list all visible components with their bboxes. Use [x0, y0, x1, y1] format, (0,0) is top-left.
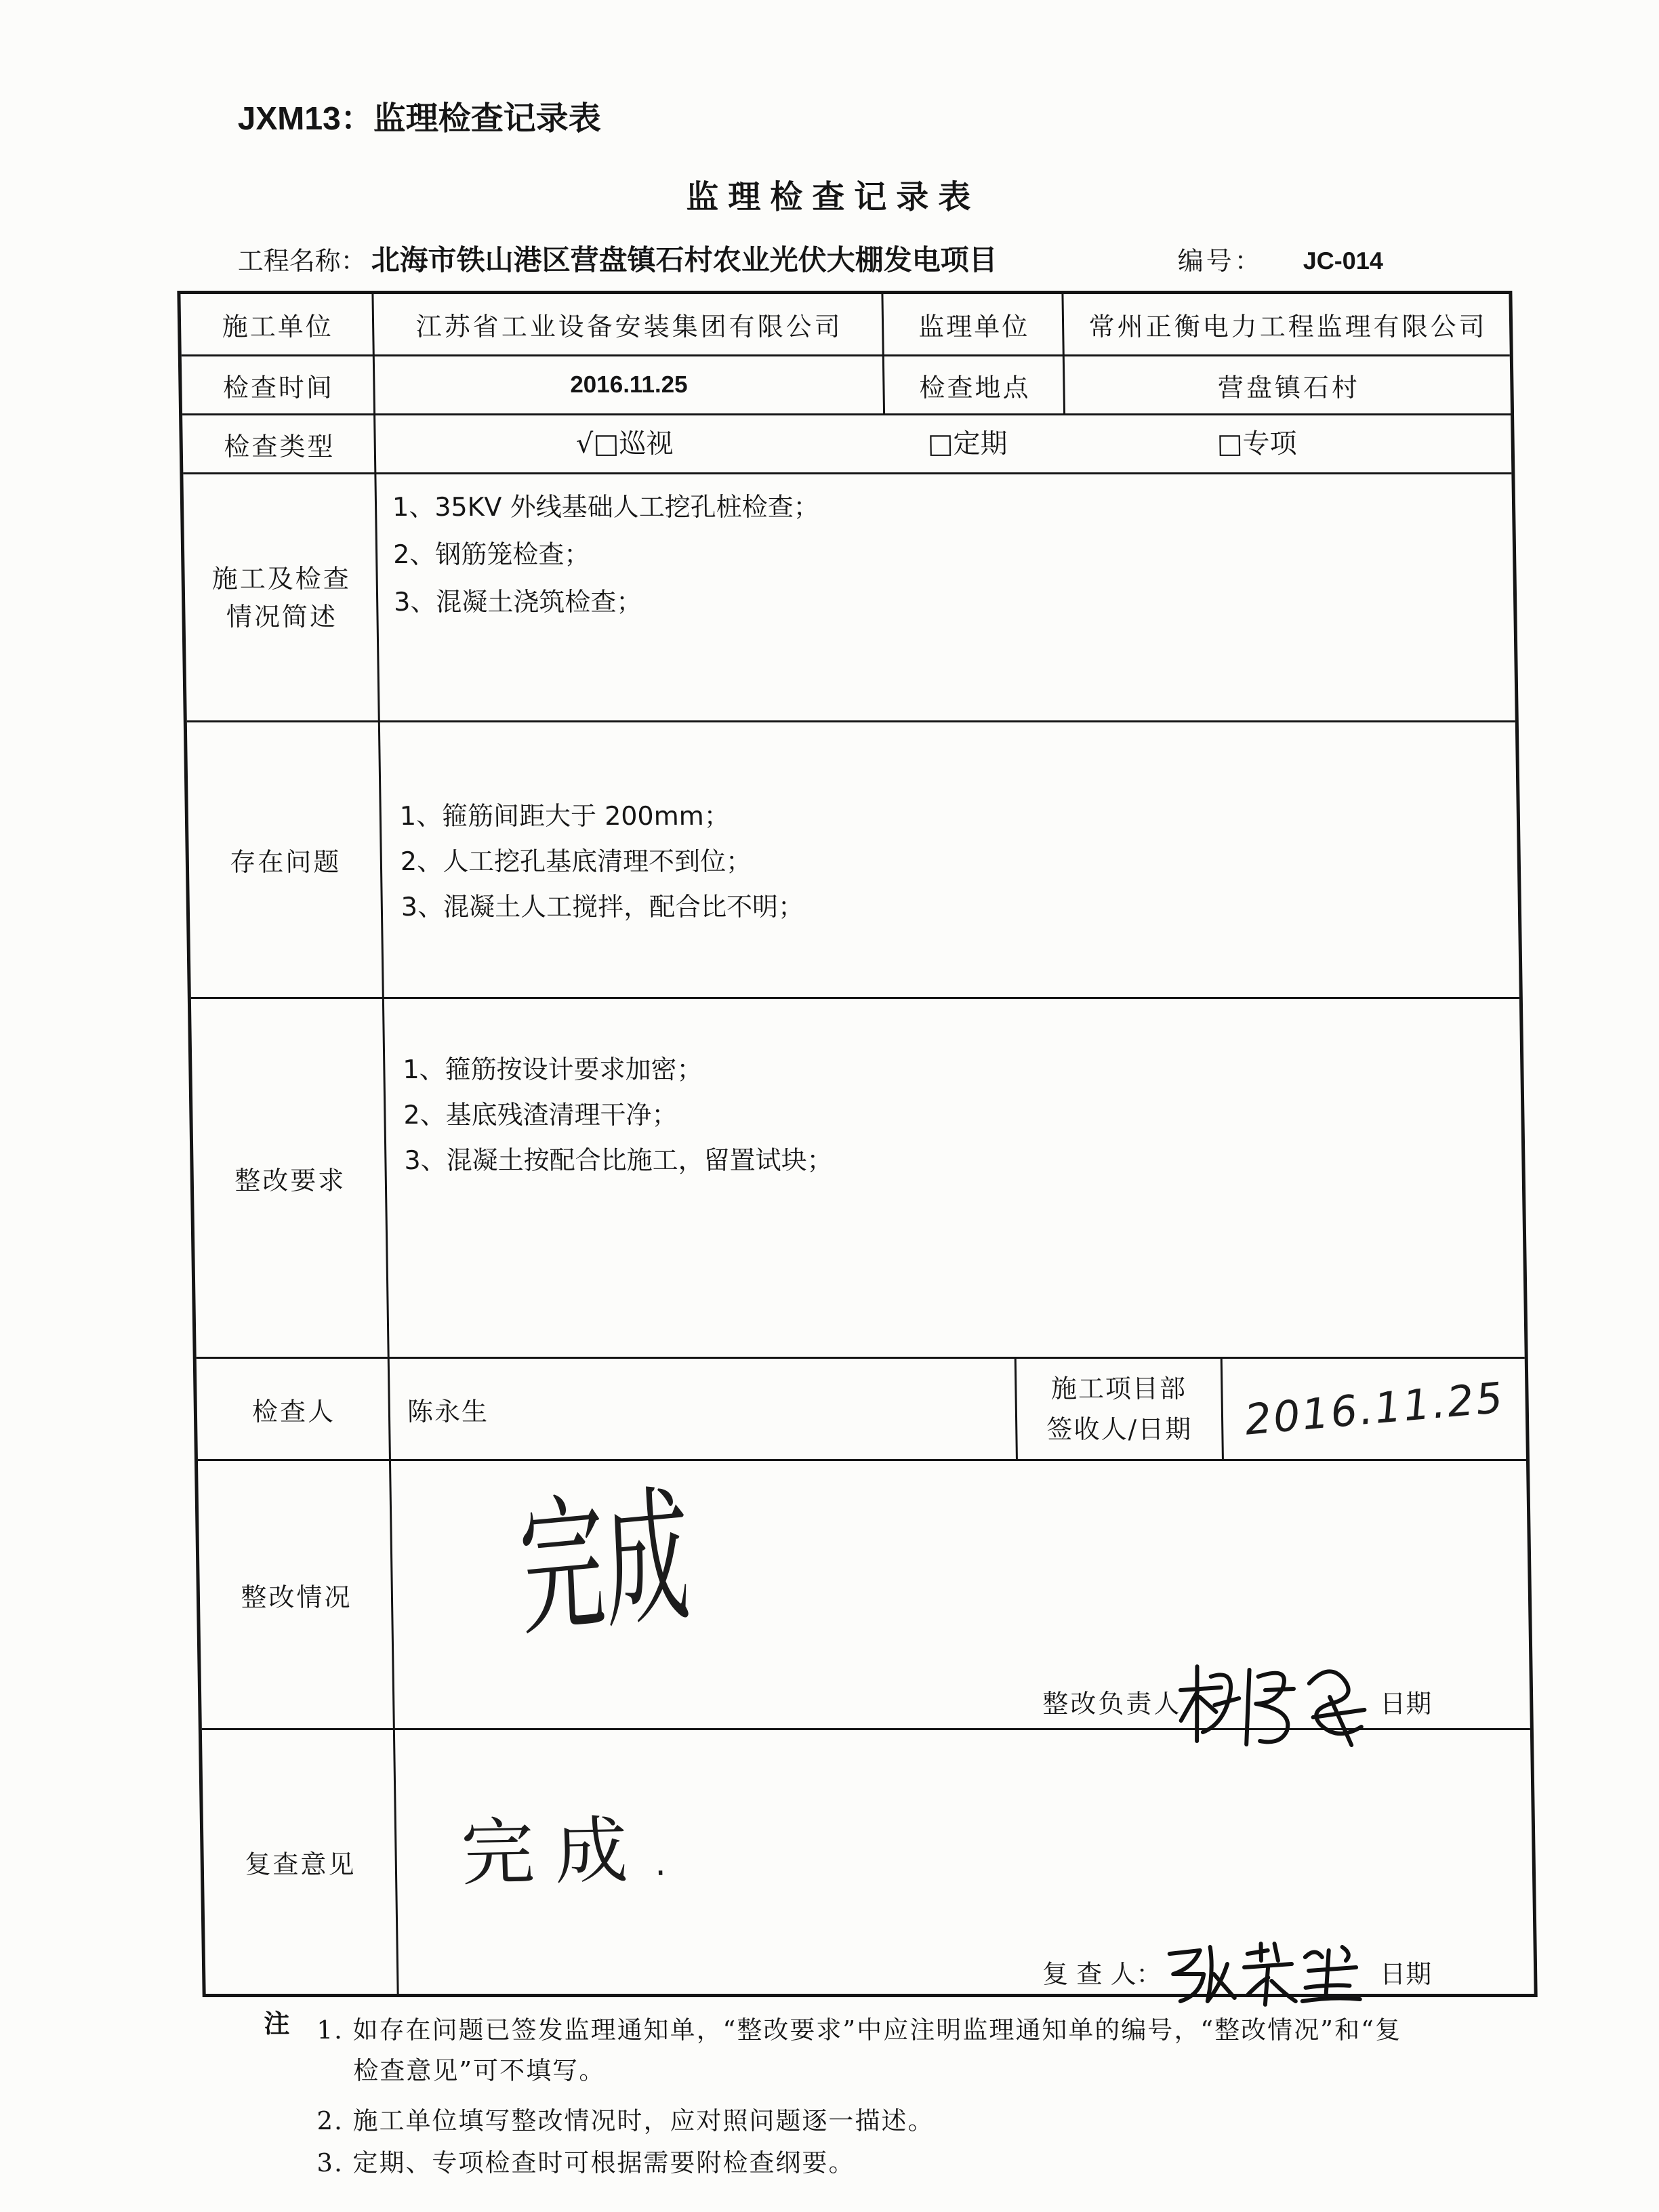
problem-item: 3、混凝土人工搅拌，配合比不明； — [401, 892, 804, 922]
form-title: 监理检查记录表 — [685, 178, 981, 216]
requirement-item: 1、箍筋按设计要求加密； — [403, 1054, 703, 1084]
supervision-unit-label: 监理单位 — [881, 294, 1062, 354]
problems-content — [378, 722, 1519, 997]
handwritten-rectification-note: 完成 — [516, 1470, 693, 1658]
rectification-content — [389, 1461, 1530, 1728]
inspection-type-label: 检查类型 — [223, 431, 335, 462]
row-time-place — [182, 354, 1511, 413]
receipt-label-line1: 施工项目部 — [1050, 1374, 1187, 1404]
inspector-name: 陈永生 — [388, 1359, 1016, 1459]
row-review — [202, 1728, 1534, 1994]
requirement-item: 3、混凝土按配合比施工，留置试块； — [404, 1145, 833, 1175]
row-rectification — [198, 1459, 1530, 1728]
receipt-date-cell — [1221, 1359, 1526, 1459]
note-line: 1. 如存在问题已签发监理通知单，“整改要求”中应注明监理通知单的编号，“整改情况”和“复 — [316, 2015, 1402, 2045]
row-inspection-type — [182, 413, 1511, 472]
inspection-place-value: 营盘镇石村 — [1063, 356, 1511, 413]
construction-unit-value: 江苏省工业设备安装集团有限公司 — [371, 294, 882, 354]
form-number-label: 编号： — [1177, 246, 1264, 276]
problems-label: 存在问题 — [230, 847, 342, 877]
problem-item: 2、人工挖孔基底清理不到位； — [400, 846, 752, 876]
note-line: 2. 施工单位填写整改情况时，应对照问题逐一描述。 — [316, 2106, 935, 2135]
requirements-label: 整改要求 — [234, 1165, 346, 1195]
type-option-periodic: □定期 — [927, 428, 1008, 459]
summary-content — [374, 474, 1515, 720]
requirement-item: 2、基底残渣清理干净； — [403, 1100, 678, 1130]
summary-item: 2、钢筋笼检查； — [392, 539, 590, 569]
type-option-patrol: √□巡视 — [575, 428, 674, 459]
row-problems — [187, 720, 1519, 997]
summary-label — [183, 474, 377, 720]
summary-label-line1: 施工及检查 — [211, 563, 351, 594]
review-date-label: 日期 — [1379, 1959, 1432, 1989]
signature-reviewer — [1159, 1937, 1361, 2009]
review-label: 复查意见 — [244, 1849, 356, 1879]
row-summary — [183, 472, 1515, 720]
form-code-heading: JXM13：监理检查记录表 — [237, 101, 602, 137]
project-name: 北海市铁山港区营盘镇石村农业光伏大棚发电项目 — [371, 243, 998, 276]
inspection-type-options — [373, 415, 1511, 472]
note-line: 检查意见”可不填写。 — [353, 2056, 606, 2085]
inspection-time-value: 2016.11.25 — [373, 356, 883, 413]
inspection-place-label: 检查地点 — [882, 356, 1063, 413]
rectification-date-label: 日期 — [1379, 1689, 1432, 1719]
inspection-time-label: 检查时间 — [222, 372, 335, 403]
rectification-responsible-label: 整改负责人 — [1042, 1689, 1182, 1719]
row-units — [180, 294, 1509, 354]
problem-item: 1、箍筋间距大于 200mm； — [399, 801, 731, 831]
handwritten-review-note: 完成. — [459, 1807, 693, 1896]
form-number: JC-014 — [1303, 247, 1384, 274]
receipt-label-line2: 签收人/日期 — [1046, 1414, 1193, 1444]
handwritten-receipt-date: 2016.11.25 — [1242, 1372, 1507, 1445]
signature-rectification-responsible — [1173, 1656, 1369, 1750]
type-option-special: □专项 — [1216, 428, 1297, 459]
requirements-content — [382, 999, 1525, 1357]
inspector-label: 检查人 — [251, 1396, 336, 1427]
construction-unit-label: 施工单位 — [222, 312, 333, 342]
row-inspector — [197, 1357, 1526, 1459]
summary-item: 3、混凝土浇筑检查； — [393, 587, 642, 617]
supervision-unit-value: 常州正衡电力工程监理有限公司 — [1061, 294, 1509, 354]
row-requirements — [191, 997, 1525, 1357]
review-content — [393, 1730, 1534, 1994]
project-name-label: 工程名称： — [237, 246, 367, 276]
rectification-label: 整改情况 — [241, 1582, 352, 1612]
reviewer-label: 复 查 人： — [1042, 1959, 1162, 1989]
receipt-label — [1015, 1359, 1222, 1459]
summary-item: 1、35KV 外线基础人工挖孔桩检查； — [392, 492, 819, 522]
note-line: 3. 定期、专项检查时可根据需要附检查纲要。 — [316, 2148, 855, 2177]
summary-label-line2: 情况简述 — [226, 601, 338, 632]
inspection-table — [177, 291, 1537, 1997]
notes-marker: 注 — [263, 2008, 290, 2039]
